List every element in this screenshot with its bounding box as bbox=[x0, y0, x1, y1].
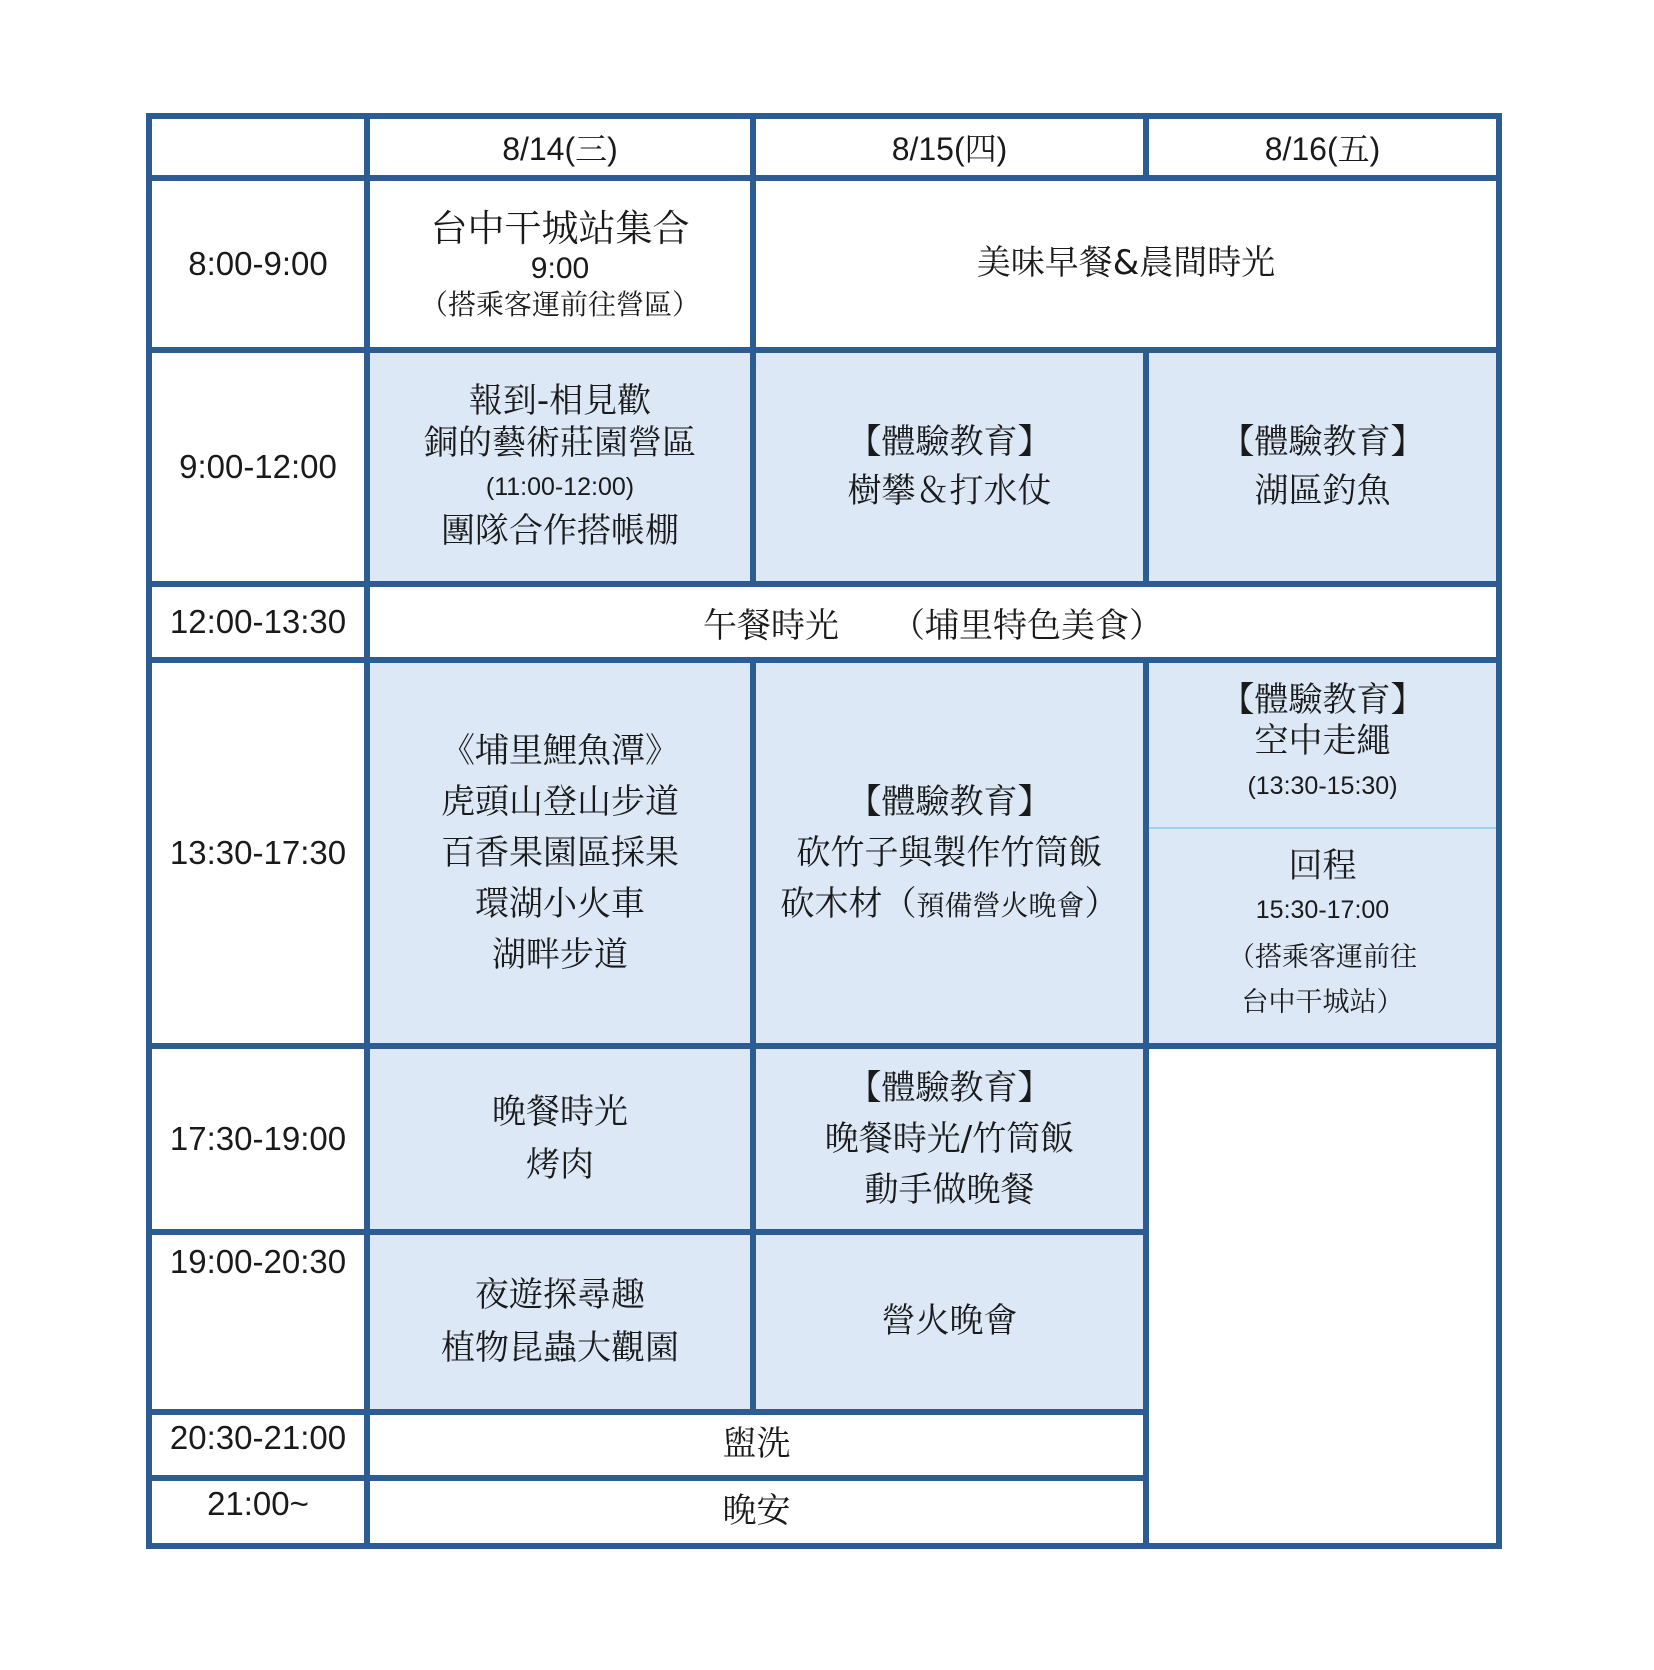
event-line: 百香果園區採果 bbox=[441, 832, 679, 873]
event-line: 晚安 bbox=[722, 1491, 791, 1532]
event-line: 湖區釣魚 bbox=[1254, 471, 1391, 511]
cell-0815-morning bbox=[753, 350, 1146, 584]
header-day-0814: 8/14(三) bbox=[367, 116, 753, 178]
cell-0816-morning bbox=[1146, 350, 1499, 584]
row-1200 bbox=[149, 584, 1499, 660]
event-note: （埔里特色美食） bbox=[891, 605, 1163, 646]
event-line: 美味早餐&晨間時光 bbox=[976, 243, 1276, 284]
cell-0814-afternoon bbox=[367, 660, 753, 1046]
event-time: 9:00 bbox=[530, 252, 590, 286]
event-time: 15:30-17:00 bbox=[1255, 896, 1390, 925]
corner-cell bbox=[149, 116, 367, 178]
cell-split bbox=[1149, 663, 1496, 1043]
header-day-0815: 8/15(四) bbox=[753, 116, 1146, 178]
event-line: 砍竹子與製作竹筒飯 bbox=[796, 832, 1103, 873]
event-line: 樹攀＆打水仗 bbox=[847, 471, 1052, 511]
time-slot: 8:00-9:00 bbox=[149, 178, 367, 350]
event-line: 空中走繩 bbox=[1254, 721, 1391, 762]
event-time: (13:30-15:30) bbox=[1247, 771, 1398, 800]
event-line: 團隊合作搭帳棚 bbox=[441, 511, 679, 552]
event-note: （搭乘客運前往 bbox=[1228, 941, 1417, 973]
cell-0814-morning bbox=[367, 178, 753, 350]
cell-0816-ropes bbox=[1149, 663, 1496, 827]
event-category: 【體驗教育】 bbox=[847, 1067, 1052, 1108]
event-note: 台中干城站） bbox=[1241, 987, 1404, 1019]
event-line: 虎頭山登山步道 bbox=[441, 781, 679, 822]
time-slot: 17:30-19:00 bbox=[149, 1046, 367, 1232]
row-1730 bbox=[149, 1046, 1499, 1232]
cell-lunch bbox=[367, 584, 1499, 660]
event-line: 報到-相見歡 bbox=[468, 381, 652, 422]
event-time: (11:00-12:00) bbox=[485, 472, 635, 501]
event-category: 【體驗教育】 bbox=[1220, 421, 1425, 462]
time-slot: 19:00-20:30 bbox=[149, 1232, 367, 1412]
event-line: 銅的藝術莊園營區 bbox=[424, 422, 696, 463]
cell-0815-campfire bbox=[753, 1232, 1146, 1412]
cell-0814-dinner bbox=[367, 1046, 753, 1232]
event-line: 回程 bbox=[1288, 845, 1357, 886]
event-line: 環湖小火車 bbox=[475, 883, 645, 924]
cell-breakfast bbox=[753, 178, 1499, 350]
event-line: 午餐時光 bbox=[703, 605, 839, 646]
cell-0816-return bbox=[1149, 827, 1496, 1043]
event-line: 砍木材（ bbox=[780, 883, 917, 924]
cell-0815-dinner bbox=[753, 1046, 1146, 1232]
event-category: 【體驗教育】 bbox=[847, 421, 1052, 462]
time-slot: 12:00-13:30 bbox=[149, 584, 367, 660]
time-slot: 13:30-17:30 bbox=[149, 660, 367, 1046]
cell-0816-empty bbox=[1146, 1046, 1499, 1546]
row-0800 bbox=[149, 178, 1499, 350]
row-0900 bbox=[149, 350, 1499, 584]
cell-washup bbox=[367, 1412, 1146, 1478]
header-row bbox=[149, 116, 1499, 178]
cell-0815-afternoon bbox=[753, 660, 1146, 1046]
cell-0814-night bbox=[367, 1232, 753, 1412]
event-line: 湖畔步道 bbox=[492, 934, 628, 975]
cell-0814-checkin bbox=[367, 350, 753, 584]
time-slot: 20:30-21:00 bbox=[149, 1412, 367, 1478]
event-line: 盥洗 bbox=[722, 1424, 791, 1465]
event-line: 營火晚會 bbox=[881, 1301, 1018, 1342]
event-line: 台中干城站集合 bbox=[430, 207, 690, 251]
schedule-table bbox=[146, 113, 1502, 1549]
event-line: 動手做晚餐 bbox=[864, 1169, 1035, 1210]
event-line: 《埔里鯉魚潭》 bbox=[441, 730, 679, 771]
time-slot: 9:00-12:00 bbox=[149, 350, 367, 584]
event-line: 夜遊探尋趣 bbox=[475, 1275, 645, 1316]
row-1330 bbox=[149, 660, 1499, 1046]
header-day-0816: 8/16(五) bbox=[1146, 116, 1499, 178]
event-line: 晚餐時光 bbox=[492, 1092, 628, 1133]
event-line: 植物昆蟲大觀園 bbox=[441, 1328, 679, 1368]
cell-goodnight bbox=[367, 1478, 1146, 1546]
event-note: 預備營火晚會 bbox=[916, 888, 1085, 922]
event-category: 【體驗教育】 bbox=[847, 781, 1052, 822]
event-note: （搭乘客運前往營區） bbox=[419, 287, 700, 321]
event-line: 晚餐時光/竹筒飯 bbox=[824, 1118, 1075, 1159]
event-line-end: ） bbox=[1084, 883, 1119, 924]
event-category: 【體驗教育】 bbox=[1220, 679, 1425, 720]
cell-0816-afternoon bbox=[1146, 660, 1499, 1046]
event-line: 烤肉 bbox=[526, 1145, 594, 1185]
time-slot: 21:00~ bbox=[149, 1478, 367, 1546]
